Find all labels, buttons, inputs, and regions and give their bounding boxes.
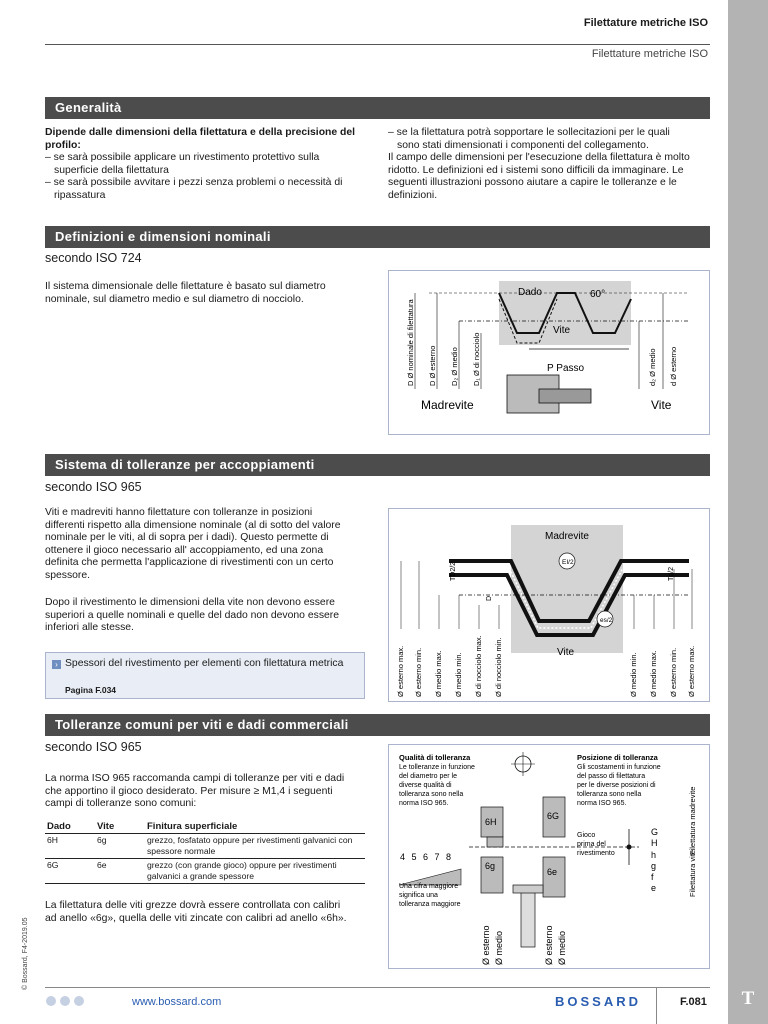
angle-label: 60° — [590, 289, 606, 300]
box-label: 6G — [547, 811, 560, 821]
sistema-standard: secondo ISO 965 — [45, 480, 142, 494]
thread-definition-figure — [388, 270, 710, 435]
bolt-icon — [521, 891, 535, 947]
sistema-line: nominale per le viti, al di sopra per i dadi). Questo permette di — [45, 532, 329, 544]
posizione-line: del passo di filettatura — [577, 773, 646, 780]
table-cell: 6g — [95, 834, 145, 859]
header-divider — [45, 44, 710, 45]
vite-label: Vite — [557, 647, 575, 658]
tol-label-left: Ø di nocciolo max. — [474, 635, 483, 697]
tolleranze-line: che apportino il gioco desiderato. Per misure ≥ M1,4 i seguenti — [45, 785, 333, 797]
qualita-title: Qualità di tolleranza — [399, 753, 471, 762]
generalita-item: ripassatura — [54, 189, 106, 201]
generalita-item: Il campo delle dimensioni per l'esecuzione della filettatura è molto — [388, 152, 690, 164]
side-tab — [728, 0, 768, 1024]
definizioni-text — [45, 281, 375, 306]
sistema-line: definita che permetta l'applicazione di rivestimenti con un certo — [45, 557, 334, 569]
d-label: D — [486, 595, 493, 601]
position-letter: e — [651, 883, 657, 893]
tolleranze-line: La norma ISO 965 raccomanda campi di tolleranze per viti e dadi — [45, 773, 345, 784]
sistema-line: differenti rispetto alla dimensione nominale (al di sotto del valore — [45, 519, 341, 531]
sistema-line: superiori a quelle nominali e quelle del dado non devono essere — [45, 609, 340, 621]
sistema-line: Viti e madreviti hanno filettature con tolleranze in posizioni — [45, 507, 313, 518]
madrevite-label: Madrevite — [421, 398, 474, 412]
passo-label: P Passo — [547, 363, 585, 374]
section-heading-sistema: Sistema di tolleranze per accoppiamenti — [45, 454, 710, 476]
footer-dot-icon — [74, 996, 84, 1006]
tolerance-table-wrapper — [45, 820, 365, 884]
page-subtitle: Filettature metriche ISO — [591, 48, 708, 60]
position-letter: g — [651, 861, 657, 871]
td2-label: TD2/2 — [450, 561, 457, 581]
dim-label: D₂ Ø medio — [450, 347, 459, 386]
qualita-line: tolleranza sono nella — [399, 791, 464, 798]
section-heading-generalita: Generalità — [45, 97, 710, 119]
sistema-line: ottenere il gioco necessario all' accoppiamento, ed una zona — [45, 544, 324, 556]
generalita-item: – se sarà possibile avvitare i pezzi senza problemi o necessità di — [45, 177, 343, 189]
dim-label: d₂ Ø medio — [648, 348, 657, 386]
tol-label-left: Ø esterno max. — [396, 645, 405, 697]
table-row — [45, 834, 365, 859]
definizioni-line: nominale, sul diametro medio e sul diametro di nocciolo. — [45, 293, 304, 305]
page-number: F.081 — [680, 996, 707, 1008]
es-label: es/2 — [600, 617, 613, 624]
footer-separator — [656, 988, 657, 1024]
cifra-line: tolleranza maggiore — [399, 901, 461, 908]
bolt-photo — [539, 389, 591, 403]
cifra-line: Una cifra maggiore — [399, 883, 459, 890]
section-heading-definizioni: Definizioni e dimensioni nominali — [45, 226, 710, 248]
tol-label-right: Ø esterno min. — [669, 647, 678, 697]
tol-label-left: Ø esterno min. — [414, 647, 423, 697]
box-label: 6H — [485, 817, 497, 827]
bottom-label: Ø esterno — [481, 925, 491, 965]
generalita-item: seguenti illustrazioni possono aiutare a capire le tolleranze e le — [388, 177, 677, 189]
generalita-item: – se la filettatura potrà sopportare le sollecitazioni per le quali — [388, 127, 670, 138]
posizione-line: norma ISO 965. — [577, 800, 627, 807]
note-text: Spessori del rivestimento per elementi con filettatura metrica — [65, 658, 344, 669]
generalita-right-column — [388, 127, 718, 203]
td-label: Td/2 — [668, 566, 675, 581]
dim-label: d Ø esterno — [669, 346, 678, 386]
generalita-left-column — [45, 127, 365, 203]
qualita-line: Le tolleranze in funzione — [399, 764, 475, 771]
definizioni-standard: secondo ISO 724 — [45, 251, 142, 265]
sistema-line: Dopo il rivestimento le dimensioni della vite non devono essere — [45, 597, 335, 608]
footer-dot-icon — [60, 996, 70, 1006]
posizione-line: tolleranza sono nella — [577, 791, 642, 798]
qualita-line: del diametro per le — [399, 773, 457, 780]
note-page-link[interactable]: Pagina F.034 — [65, 685, 117, 695]
tolleranze-line: ad anello «6g», quella delle viti zincate con calibri ad anello «6h». — [45, 912, 347, 924]
qualita-line: diverse qualità di — [399, 782, 452, 789]
generalita-item: sono stati dimensionati i componenti del collegamento. — [397, 139, 649, 151]
coating-reference-note[interactable] — [45, 652, 365, 699]
tolerance-class-figure — [388, 744, 710, 969]
bottom-label: Ø esterno — [544, 925, 554, 965]
box-6h — [487, 837, 503, 847]
side-tab-letter: T — [741, 988, 755, 1009]
gioco-line: prima del — [577, 841, 606, 848]
position-letter: h — [651, 850, 657, 860]
tolleranze-line: campi di tolleranze sono comuni: — [45, 798, 197, 810]
vite-inner-label: Vite — [553, 325, 571, 336]
generalita-item: definizioni. — [388, 189, 438, 201]
section-heading-tolleranze: Tolleranze comuni per viti e dadi commerciali — [45, 714, 710, 736]
tol-label-right: Ø medio max. — [649, 650, 658, 697]
quality-numbers: 4 5 6 7 8 — [400, 852, 454, 862]
footer-dot-icon — [46, 996, 56, 1006]
sistema-text-2 — [45, 597, 375, 635]
tolerance-table — [45, 820, 365, 884]
bolt-head-icon — [513, 885, 543, 893]
tolleranze-text-1 — [45, 773, 375, 811]
qualita-line: norma ISO 965. — [399, 800, 449, 807]
gioco-dot — [627, 845, 632, 850]
posizione-line: per le diverse posizioni di — [577, 782, 656, 789]
generalita-item: superficie della filettatura — [54, 164, 169, 176]
sistema-line: spessore. — [45, 569, 91, 581]
vite-label: Vite — [651, 398, 672, 412]
tolleranze-line: La filettatura delle viti grezze dovrà essere controllata con calibri — [45, 900, 341, 911]
table-cell: grezzo, fosfatato oppure per rivestimenti galvanici con spessore normale — [145, 834, 365, 859]
brand-logo: BOSSARD — [555, 994, 642, 1009]
cifra-line: significa una — [399, 892, 438, 899]
tol-label-right: Ø medio min. — [629, 652, 638, 697]
bottom-label: Ø medio — [494, 930, 504, 965]
tolleranze-text-2 — [45, 900, 375, 925]
table-cell: 6G — [45, 859, 95, 884]
dim-label: D₁ Ø di nocciolo — [472, 332, 481, 386]
box-6e — [543, 857, 565, 897]
gioco-line: Gioco — [577, 832, 596, 839]
copyright-notice: © Bossard, F4-2019.05 — [22, 917, 29, 990]
table-header: Dado — [45, 820, 95, 834]
tol-label-left: Ø medio min. — [454, 652, 463, 697]
table-header: Vite — [95, 820, 145, 834]
posizione-line: Gli scostamenti in funzione — [577, 764, 661, 771]
generalita-item: – se sarà possibile applicare un rivestimento protettivo sulla — [45, 152, 320, 164]
ei-label: EI/2 — [562, 559, 574, 566]
box-label: 6e — [547, 867, 558, 877]
dim-label: D Ø esterno — [428, 345, 437, 386]
dado-label: Dado — [518, 287, 542, 298]
table-row — [45, 859, 365, 884]
tol-label-left: Ø di nocciolo min. — [494, 637, 503, 697]
box-label: 6g — [485, 861, 496, 871]
vert-label: Filettatura madrevite — [688, 786, 697, 855]
footer-website-link[interactable]: www.bossard.com — [132, 996, 222, 1008]
tolleranze-standard: secondo ISO 965 — [45, 740, 142, 754]
generalita-intro: Dipende dalle dimensioni della filettatura e della precisione del profilo: — [45, 127, 356, 151]
table-header-row — [45, 820, 365, 834]
table-cell: 6H — [45, 834, 95, 859]
sistema-text-1 — [45, 507, 375, 583]
position-letter: f — [651, 872, 654, 882]
table-header: Finitura superficiale — [145, 820, 365, 834]
table-cell: grezzo (con grande gioco) oppure per rivestimenti galvanici a grande spessore — [145, 859, 365, 884]
tol-label-right: Ø esterno max. — [687, 645, 696, 697]
madrevite-label: Madrevite — [545, 531, 589, 542]
posizione-title: Posizione di tolleranza — [577, 753, 658, 762]
bottom-label: Ø medio — [557, 930, 567, 965]
tolerance-system-figure — [388, 508, 710, 702]
page-title: Filettature metriche ISO — [583, 17, 708, 29]
position-letter: H — [651, 838, 658, 848]
sistema-line: inferiori alle stesse. — [45, 622, 134, 634]
gioco-line: rivestimento — [577, 850, 615, 857]
table-cell: 6e — [95, 859, 145, 884]
definizioni-line: Il sistema dimensionale delle filettature è basato sul diametro — [45, 281, 326, 292]
dim-label: D Ø nominale di filettatura — [406, 299, 415, 386]
footer-divider — [45, 987, 710, 988]
arrow-right-icon: › — [52, 660, 61, 669]
position-letter: G — [651, 827, 659, 837]
generalita-item: ridotto. Le definizioni ed i sistemi sono difficili da immaginare. Le — [388, 164, 684, 176]
tol-label-left: Ø medio max. — [434, 650, 443, 697]
vert-label: Filettatura vite — [688, 849, 697, 897]
